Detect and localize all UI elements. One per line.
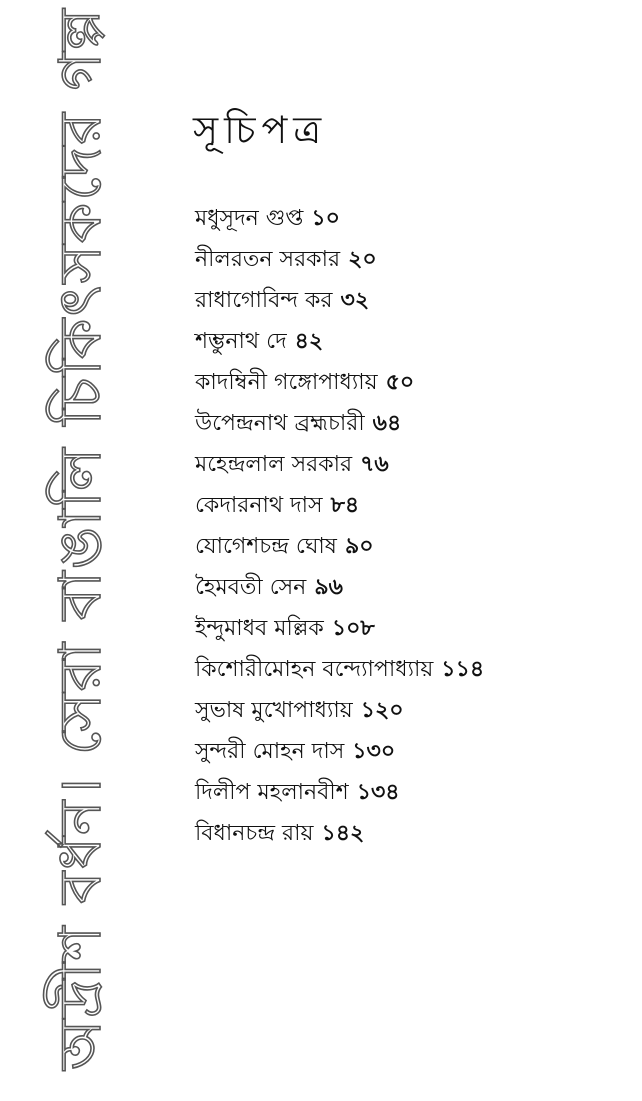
toc-entry-name: ইন্দুমাধব মল্লিক xyxy=(195,616,324,641)
toc-entry xyxy=(195,772,484,813)
toc-entry-name: বিধানচন্দ্র রায় xyxy=(195,821,314,846)
toc-entry xyxy=(195,444,484,485)
toc-entry-name: নীলরতন সরকার xyxy=(195,247,341,272)
toc-entry-name: মহেন্দ্রলাল সরকার xyxy=(195,452,353,477)
toc-entry-name: মধুসূদন গুপ্ত xyxy=(195,206,304,231)
toc-entry-name: হৈমবতী সেন xyxy=(195,575,307,600)
toc-entry xyxy=(195,649,484,690)
toc-entry-page: ৬৪ xyxy=(372,411,402,436)
toc-entry-name: শম্ভুনাথ দে xyxy=(195,329,287,354)
toc-entry-page: ৭৬ xyxy=(360,452,389,477)
toc-entry-page: ১০ xyxy=(311,206,340,231)
toc-entry xyxy=(195,526,484,567)
toc-entry xyxy=(195,239,484,280)
toc-entry-page: ১৩৪ xyxy=(356,780,400,805)
toc-entry-page: ৪২ xyxy=(294,329,324,354)
toc-entry-name: কাদম্বিনী গঙ্গোপাধ্যায় xyxy=(195,370,378,395)
toc-entry xyxy=(195,362,484,403)
toc-entry-page: ১২০ xyxy=(360,698,404,723)
toc-entry-page: ১১৪ xyxy=(441,657,485,682)
toc-entry-name: উপেন্দ্রনাথ ব্রহ্মচারী xyxy=(195,411,365,436)
toc-entry-name: কিশোরীমোহন বন্দ্যোপাধ্যায় xyxy=(195,657,434,682)
toc-entry xyxy=(195,608,484,649)
toc-entry-page: ৫০ xyxy=(385,370,415,395)
toc-heading: সূচিপত্র xyxy=(193,108,328,152)
toc-entry-name: রাধাগোবিন্দ কর xyxy=(195,288,333,313)
toc-entry xyxy=(195,690,484,731)
toc-entry-page: ৯০ xyxy=(344,534,374,559)
toc-entry xyxy=(195,567,484,608)
toc-list xyxy=(195,198,484,854)
toc-entry xyxy=(195,280,484,321)
toc-entry-name: দিলীপ মহলানবীশ xyxy=(195,780,349,805)
toc-entry-page: ২০ xyxy=(348,247,377,272)
toc-entry-page: ৮৪ xyxy=(330,493,360,518)
toc-entry-page: ৯৬ xyxy=(314,575,343,600)
toc-entry-page: ১০৮ xyxy=(331,616,375,641)
toc-entry xyxy=(195,813,484,854)
toc-entry-name: যোগেশচন্দ্র ঘোষ xyxy=(195,534,337,559)
toc-entry-page: ১৪২ xyxy=(321,821,365,846)
toc-entry-name: সুন্দরী মোহন দাস xyxy=(195,739,345,764)
toc-entry-name: কেদারনাথ দাস xyxy=(195,493,323,518)
toc-entry xyxy=(195,731,484,772)
toc-entry xyxy=(195,403,484,444)
toc-entry-page: ৩২ xyxy=(340,288,370,313)
toc-entry-name: সুভাষ মুখোপাধ্যায় xyxy=(195,698,353,723)
toc-entry xyxy=(195,485,484,526)
toc-entry xyxy=(195,198,484,239)
toc-entry xyxy=(195,321,484,362)
toc-entry-page: ১৩০ xyxy=(352,739,396,764)
side-title: অদ্রীশ বর্ধন। সেরা বাঙালি চিকিৎসকদের গল্প xyxy=(46,7,114,1070)
